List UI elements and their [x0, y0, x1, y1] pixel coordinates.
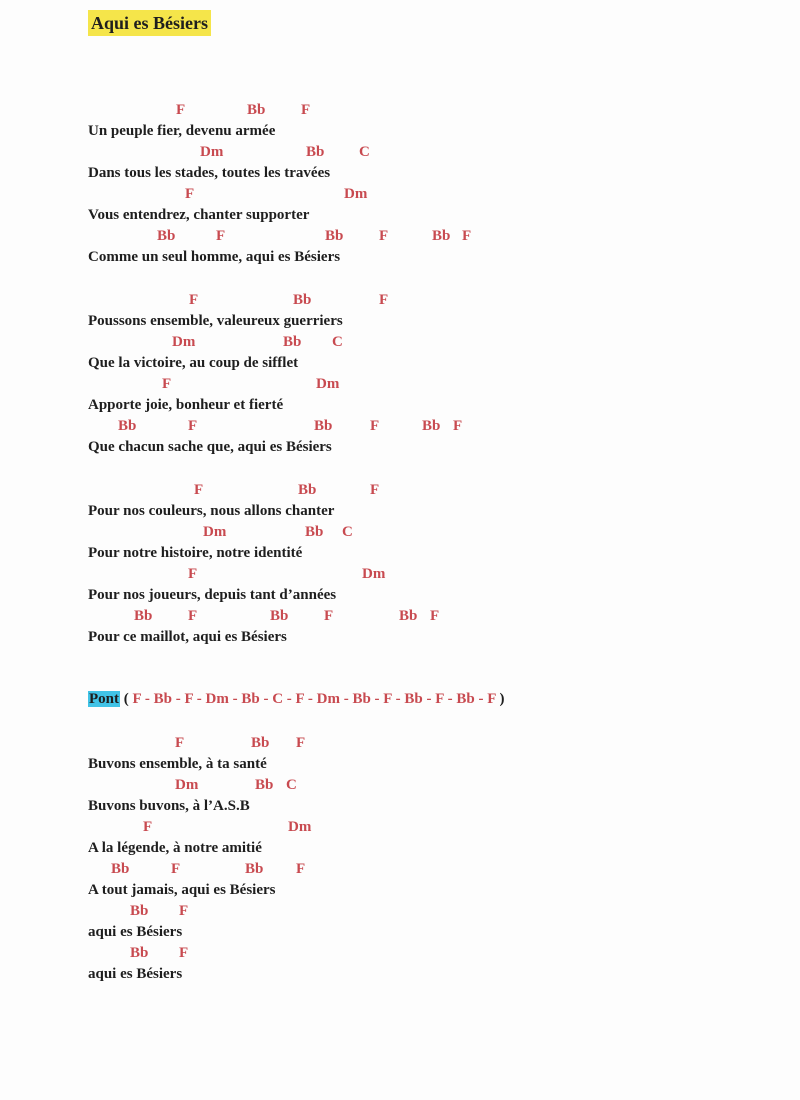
- lyric-text: Poussons ensemble, valeureux guerriers: [88, 313, 343, 329]
- lyric-text: aqui es Bésiers: [88, 924, 183, 940]
- lyric-text: A la légende, à notre amitié: [88, 840, 262, 856]
- chord-symbol: Bb: [298, 482, 317, 498]
- lyric-text: Pour notre histoire, notre identité: [88, 545, 303, 561]
- chord-symbol: Bb: [283, 334, 302, 350]
- chord-symbol: F: [188, 608, 198, 624]
- lyric-line: [0, 627, 800, 648]
- chord-symbol: F: [143, 819, 153, 835]
- chord-symbol: Bb: [432, 228, 451, 244]
- chord-symbol: Dm: [203, 524, 227, 540]
- lyric-text: Vous entendrez, chanter supporter: [88, 207, 310, 223]
- chord-symbol: Bb: [306, 144, 325, 160]
- chord-symbol: Bb: [245, 861, 264, 877]
- lyric-text: Dans tous les stades, toutes les travées: [88, 165, 331, 181]
- chord-symbol: Dm: [288, 819, 312, 835]
- lyric-text: Que la victoire, au coup de sifflet: [88, 355, 299, 371]
- chord-symbol: F: [188, 566, 198, 582]
- chord-symbol: C: [332, 334, 343, 350]
- lyric-line: [0, 163, 800, 184]
- chord-symbol: Bb: [130, 945, 149, 961]
- chord-line: [0, 901, 800, 922]
- chord-symbol: F: [379, 228, 389, 244]
- chord-symbol: Bb: [134, 608, 153, 624]
- lyric-text: A tout jamais, aqui es Bésiers: [88, 882, 276, 898]
- chord-symbol: Dm: [344, 186, 368, 202]
- lyric-line: [0, 796, 800, 817]
- chord-line: [0, 522, 800, 543]
- chord-symbol: Bb: [325, 228, 344, 244]
- chord-symbol: Bb: [157, 228, 176, 244]
- chord-line: [0, 416, 800, 437]
- chord-symbol: F: [179, 945, 189, 961]
- chord-symbol: F: [162, 376, 172, 392]
- chord-symbol: F: [179, 903, 189, 919]
- chord-symbol: F: [379, 292, 389, 308]
- chord-symbol: Bb: [247, 102, 266, 118]
- chord-symbol: Bb: [305, 524, 324, 540]
- chord-line: [0, 733, 800, 754]
- chord-line: [0, 100, 800, 121]
- chord-symbol: F: [370, 482, 380, 498]
- lyric-line: [0, 880, 800, 901]
- lyric-line: [0, 247, 800, 268]
- chord-symbol: F: [430, 608, 440, 624]
- chord-line: [0, 290, 800, 311]
- pont-close-paren: ): [499, 691, 505, 707]
- lyric-text: Buvons ensemble, à ta santé: [88, 756, 267, 772]
- pont-line: [88, 689, 505, 709]
- chord-line: [0, 374, 800, 395]
- lyric-line: [0, 922, 800, 943]
- chord-line: [0, 564, 800, 585]
- chord-symbol: Bb: [270, 608, 289, 624]
- chord-symbol: Dm: [175, 777, 199, 793]
- chord-line: [0, 606, 800, 627]
- lyric-text: Comme un seul homme, aqui es Bésiers: [88, 249, 341, 265]
- chord-symbol: Dm: [316, 376, 340, 392]
- chord-line: [0, 142, 800, 163]
- chord-symbol: F: [188, 418, 198, 434]
- chord-symbol: F: [171, 861, 181, 877]
- chord-symbol: F: [296, 861, 306, 877]
- chord-symbol: Bb: [293, 292, 312, 308]
- lyric-text: Pour nos joueurs, depuis tant d’années: [88, 587, 337, 603]
- chord-line: [0, 859, 800, 880]
- chord-symbol: Bb: [422, 418, 441, 434]
- lyric-line: [0, 353, 800, 374]
- lyric-text: Que chacun sache que, aqui es Bésiers: [88, 439, 332, 455]
- chord-symbol: F: [301, 102, 311, 118]
- lyric-line: [0, 585, 800, 606]
- lyric-line: [0, 121, 800, 142]
- chord-line: [0, 184, 800, 205]
- chord-symbol: F: [194, 482, 204, 498]
- lyric-line: [0, 754, 800, 775]
- chord-symbol: F: [370, 418, 380, 434]
- chord-line: [0, 817, 800, 838]
- chord-line: [0, 226, 800, 247]
- chord-symbol: Bb: [251, 735, 270, 751]
- chord-symbol: Dm: [362, 566, 386, 582]
- lyric-line: [0, 964, 800, 985]
- lyric-text: aqui es Bésiers: [88, 966, 183, 982]
- chord-symbol: F: [296, 735, 306, 751]
- chord-line: [0, 943, 800, 964]
- lyric-line: [0, 311, 800, 332]
- lyric-line: [0, 543, 800, 564]
- chord-symbol: Bb: [255, 777, 274, 793]
- chord-symbol: Bb: [130, 903, 149, 919]
- pont-label: Pont: [89, 691, 119, 707]
- chord-line: [0, 480, 800, 501]
- chord-symbol: C: [286, 777, 297, 793]
- lyric-text: Pour nos couleurs, nous allons chanter: [88, 503, 335, 519]
- chord-symbol: Bb: [118, 418, 137, 434]
- chord-symbol: F: [189, 292, 199, 308]
- lyric-text: Un peuple fier, devenu armée: [88, 123, 276, 139]
- chord-symbol: F: [453, 418, 463, 434]
- lyric-line: [0, 437, 800, 458]
- chord-symbol: Bb: [111, 861, 130, 877]
- song-title: Aqui es Bésiers: [88, 10, 211, 36]
- chord-line: [0, 775, 800, 796]
- lyric-line: [0, 205, 800, 226]
- chord-symbol: F: [216, 228, 226, 244]
- lyric-text: Apporte joie, bonheur et fierté: [88, 397, 284, 413]
- chord-symbol: F: [176, 102, 186, 118]
- lyric-line: [0, 838, 800, 859]
- chord-symbol: F: [175, 735, 185, 751]
- chord-symbol: Dm: [172, 334, 196, 350]
- chord-symbol: C: [342, 524, 353, 540]
- chord-symbol: F: [324, 608, 334, 624]
- pont-open-paren: (: [123, 691, 129, 707]
- chord-symbol: Bb: [314, 418, 333, 434]
- pont-chord-sequence: F - Bb - F - Dm - Bb - C - F - Dm - Bb - F - Bb - F - Bb - F: [132, 691, 496, 707]
- chord-symbol: F: [185, 186, 195, 202]
- chord-symbol: F: [462, 228, 472, 244]
- chord-symbol: Bb: [399, 608, 418, 624]
- chord-symbol: C: [359, 144, 370, 160]
- lyric-line: [0, 395, 800, 416]
- lyric-line: [0, 501, 800, 522]
- lyric-text: Pour ce maillot, aqui es Bésiers: [88, 629, 287, 645]
- chord-line: [0, 332, 800, 353]
- chord-symbol: Dm: [200, 144, 224, 160]
- lyric-text: Buvons buvons, à l’A.S.B: [88, 798, 250, 814]
